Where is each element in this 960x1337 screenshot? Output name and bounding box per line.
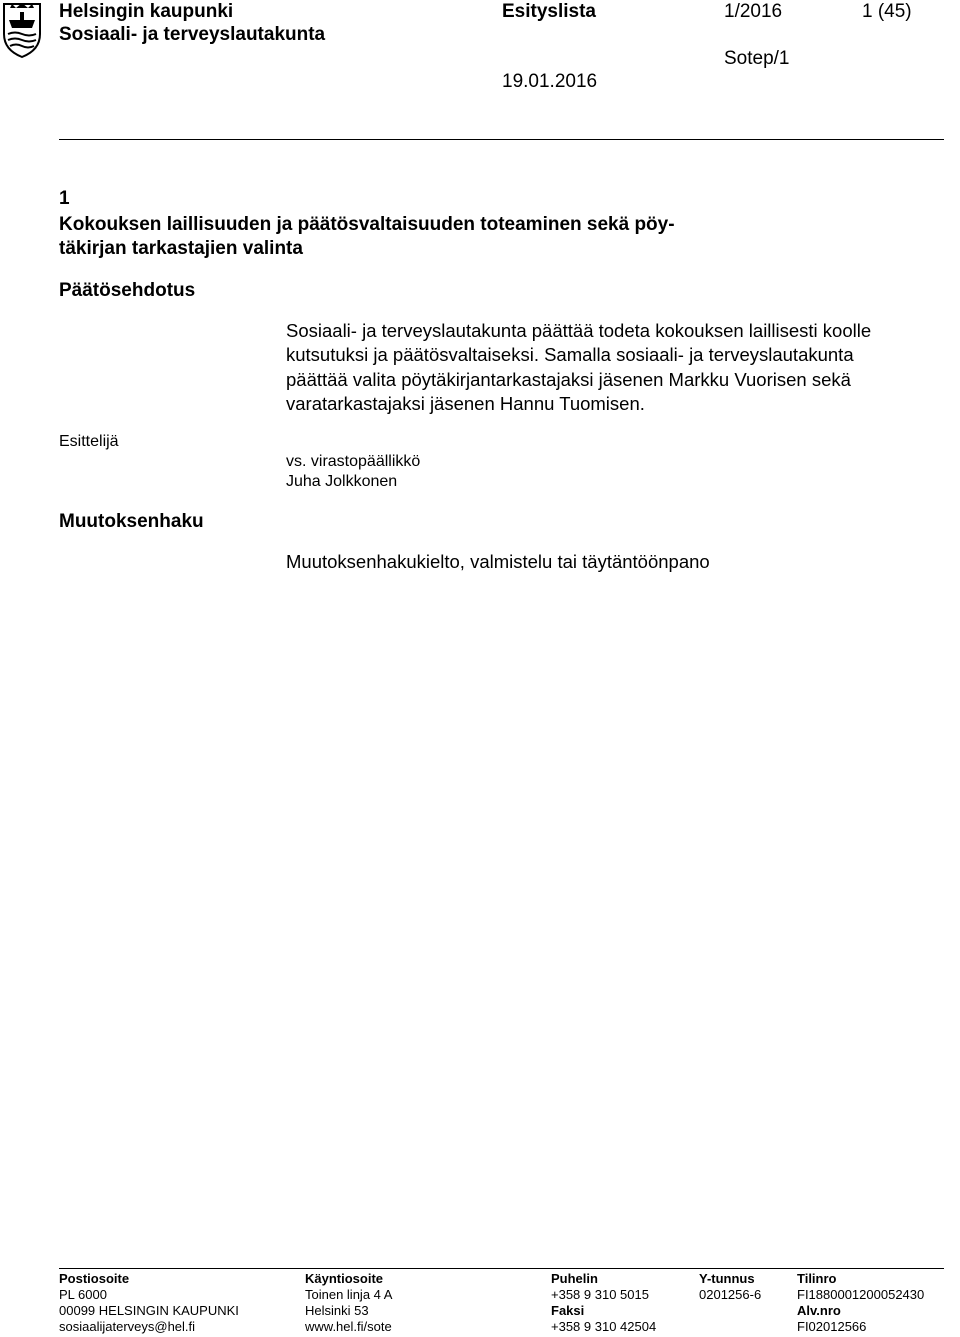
- footer-account-number: FI1880001200052430: [797, 1287, 925, 1302]
- footer-visiting-heading: Käyntiosoite: [305, 1271, 384, 1286]
- proposal-line: Sosiaali- ja terveyslautakunta päättää todeta kokouksen laillisesti koolle: [286, 320, 872, 341]
- footer-phone-number: +358 9 310 5015: [551, 1287, 649, 1302]
- helsinki-coat-of-arms-logo: [0, 0, 44, 60]
- footer-postal-heading: Postiosoite: [59, 1271, 130, 1286]
- footer-vat-number: FI02012566: [797, 1319, 867, 1334]
- item-number: 1: [59, 188, 70, 209]
- presenter-label: Esittelijä: [59, 433, 119, 450]
- footer-postal-line: 00099 HELSINGIN KAUPUNKI: [59, 1303, 239, 1318]
- footer-fax-heading: Faksi: [551, 1303, 585, 1318]
- footer-vat-heading: Alv.nro: [797, 1303, 841, 1318]
- document-number: 1/2016: [724, 1, 783, 22]
- presenter-name: Juha Jolkkonen: [286, 473, 398, 490]
- appeal-text: Muutoksenhakukielto, valmistelu tai täytäntöönpano: [286, 551, 710, 572]
- item-title-line-1: Kokouksen laillisuuden ja päätösvaltaisuuden toteaminen sekä pöy-: [59, 214, 675, 235]
- presenter-title: vs. virastopäällikkö: [286, 453, 421, 470]
- proposal-heading: Päätösehdotus: [59, 280, 196, 301]
- item-title-line-2: täkirjan tarkastajien valinta: [59, 238, 303, 259]
- document-type: Esityslista: [502, 1, 596, 22]
- appeal-label: Muutoksenhaku: [59, 511, 204, 532]
- section-code: Sotep/1: [724, 48, 790, 69]
- footer-phone-heading: Puhelin: [551, 1271, 598, 1286]
- footer-divider: [59, 1268, 944, 1269]
- footer-visiting-line: Toinen linja 4 A: [305, 1287, 393, 1302]
- proposal-line: varatarkastajaksi jäsenen Hannu Tuomisen.: [286, 393, 645, 414]
- city-name: Helsingin kaupunki: [59, 1, 234, 22]
- proposal-line: kutsutuksi ja päätösvaltaiseksi. Samalla sosiaali- ja terveyslautakunta: [286, 344, 854, 365]
- footer-business-id: 0201256-6: [699, 1287, 762, 1302]
- footer-visiting-line: Helsinki 53: [305, 1303, 369, 1318]
- footer-email-link[interactable]: sosiaalijaterveys@hel.fi: [59, 1319, 196, 1334]
- footer-business-id-heading: Y-tunnus: [699, 1271, 755, 1286]
- footer-website-link[interactable]: www.hel.fi/sote: [305, 1319, 392, 1334]
- footer-postal-line: PL 6000: [59, 1287, 107, 1302]
- footer-fax-number: +358 9 310 42504: [551, 1319, 657, 1334]
- board-name: Sosiaali- ja terveyslautakunta: [59, 24, 326, 45]
- footer-account-heading: Tilinro: [797, 1271, 837, 1286]
- page-number: 1 (45): [862, 1, 912, 22]
- header-divider: [59, 139, 944, 140]
- proposal-line: päättää valita pöytäkirjantarkastajaksi jäsenen Markku Vuorisen sekä: [286, 369, 851, 390]
- meeting-date: 19.01.2016: [502, 71, 598, 92]
